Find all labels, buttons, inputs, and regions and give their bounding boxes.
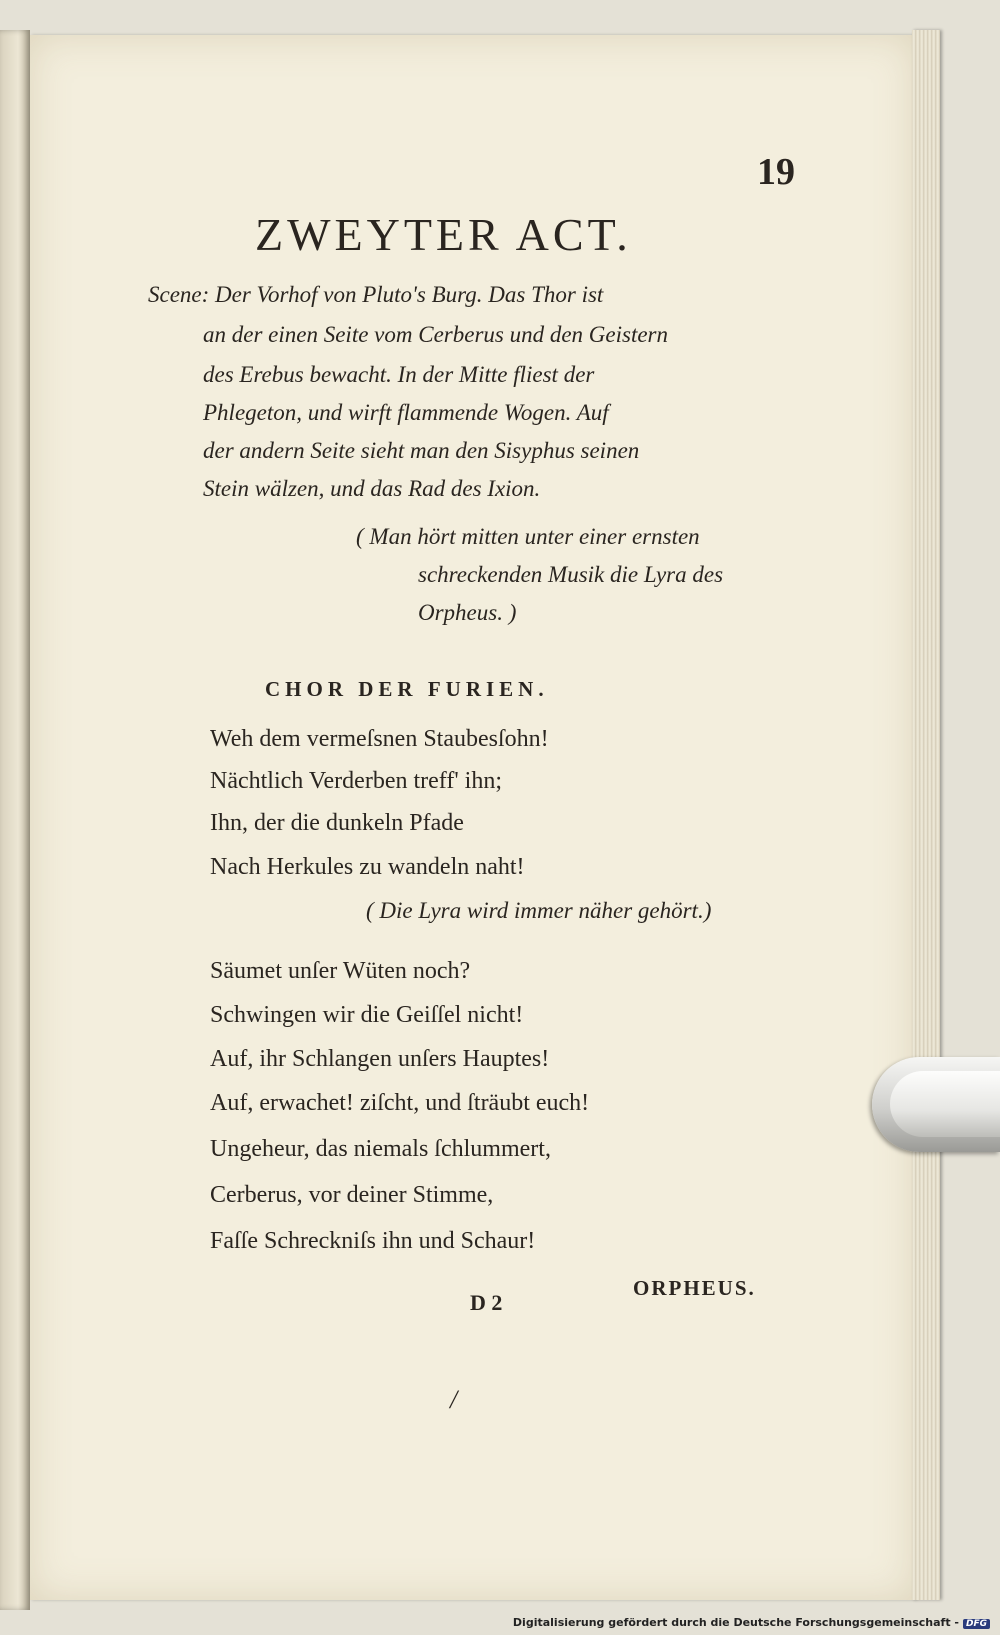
page-number: 19 bbox=[757, 151, 795, 193]
verse-line: Faſſe Schreckniſs ihn und Schaur! bbox=[210, 1228, 536, 1254]
scene-line: Stein wälzen, und das Rad des Ixion. bbox=[203, 476, 541, 501]
catchword: ORPHEUS. bbox=[633, 1276, 756, 1300]
scene-line: der andern Seite sieht man den Sisyphus seinen bbox=[203, 438, 640, 463]
verse-line: Weh dem vermeſsnen Staubesſohn! bbox=[210, 726, 549, 752]
stage-direction-line: schreckenden Musik die Lyra des bbox=[418, 562, 724, 587]
verse-line: Cerberus, vor deiner Stimme, bbox=[210, 1182, 494, 1208]
act-title: ZWEYTER ACT. bbox=[255, 209, 632, 260]
verse-line: Auf, erwachet! ziſcht, und ſträubt euch! bbox=[210, 1090, 590, 1116]
verse-line: Ungeheur, das niemals ſchlummert, bbox=[210, 1136, 551, 1162]
verse-line: Auf, ihr Schlangen unſers Hauptes! bbox=[210, 1046, 550, 1072]
verse-line: Schwingen wir die Geiſſel nicht! bbox=[210, 1002, 524, 1028]
stage-direction-line: ( Man hört mitten unter einer ernsten bbox=[356, 524, 700, 549]
scene-line: des Erebus bewacht. In der Mitte fliest der bbox=[203, 362, 595, 387]
verse-line: Ihn, der die dunkeln Pfade bbox=[210, 810, 464, 836]
footer-text: Digitalisierung gefördert durch die Deutsche Forschungsgemeinschaft - bbox=[512, 1616, 959, 1629]
chor-heading: CHOR DER FURIEN. bbox=[265, 677, 549, 701]
pencil-mark: / bbox=[450, 1385, 458, 1414]
scene-line: Phlegeton, und wirft flammende Wogen. Auf bbox=[203, 400, 609, 425]
page-stack-edge bbox=[912, 30, 940, 1600]
stage-direction-line: Orpheus. ) bbox=[418, 600, 517, 625]
digitization-footer bbox=[513, 1616, 990, 1629]
book-page bbox=[30, 35, 915, 1600]
scene-line: Scene: Der Vorhof von Pluto's Burg. Das Thor ist bbox=[148, 282, 604, 307]
scene-line: an der einen Seite vom Cerberus und den Geistern bbox=[203, 322, 669, 347]
verse-line: Säumet unſer Wüten noch? bbox=[210, 958, 471, 984]
stage-direction: ( Die Lyra wird immer näher gehört.) bbox=[366, 898, 712, 923]
signature-mark: D 2 bbox=[470, 1290, 503, 1315]
dfg-logo-icon: DFG bbox=[963, 1619, 990, 1629]
verse-line: Nächtlich Verderben treff' ihn; bbox=[210, 768, 502, 794]
facing-page-edge bbox=[0, 30, 30, 1610]
verse-line: Nach Herkules zu wandeln naht! bbox=[210, 854, 525, 880]
page-clip bbox=[872, 1057, 1000, 1152]
